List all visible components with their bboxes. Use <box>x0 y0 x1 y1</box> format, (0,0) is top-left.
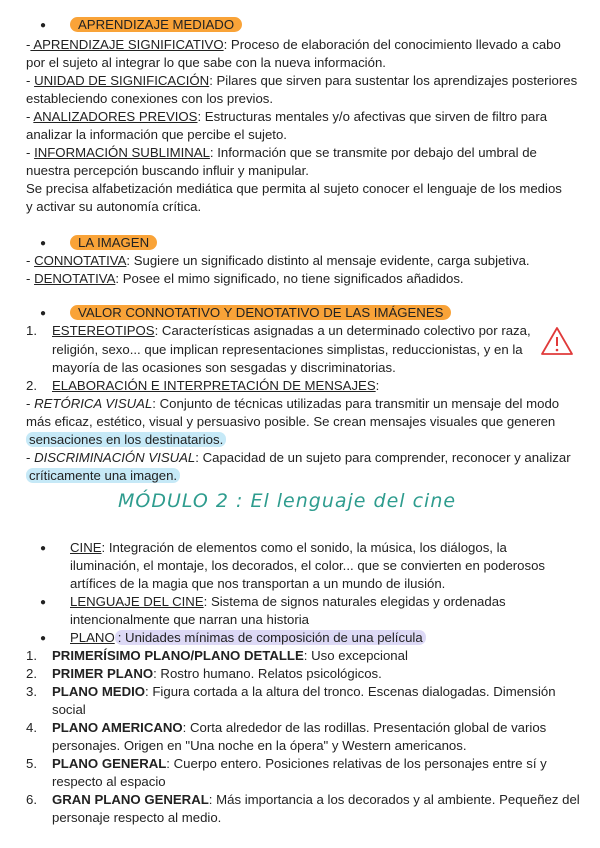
list-item: GRAN PLANO GENERAL: Más importancia a los decorados y al ambiente. Pequeñez del <box>52 792 580 807</box>
text-line: más eficaz, estético, visual y persuasivo posible. Se crean mensajes visuales que generen <box>26 414 556 429</box>
list-item: PLANO GENERAL: Cuerpo entero. Posiciones relativas de los personajes entre sí y <box>52 756 547 771</box>
list-item-cont: respecto al espacio <box>52 774 166 789</box>
list-number: 2. <box>26 378 37 393</box>
list-item: PLANO MEDIO: Figura cortada a la altura del tronco. Escenas dialogadas. Dimensión <box>52 684 556 699</box>
list-number: 6. <box>26 792 37 807</box>
bullet-icon: ● <box>40 597 47 608</box>
section-heading: LA IMAGEN <box>70 234 157 252</box>
text-line: - RETÓRICA VISUAL: Conjunto de técnicas utilizadas para transmitir un mensaje del modo <box>26 396 560 411</box>
bullet-icon: ● <box>40 238 47 249</box>
text-line: por el sujeto al integrar lo que sabe con la nueva información. <box>26 55 386 70</box>
text-line: - DENOTATIVA: Posee el mimo significado, no tiene significados añadidos. <box>26 271 464 286</box>
section-heading: VALOR CONNOTATIVO Y DENOTATIVO DE LAS IMÁGENES <box>70 304 451 322</box>
text-line: LENGUAJE DEL CINE: Sistema de signos naturales elegidas y ordenadas <box>70 594 506 609</box>
list-item: PLANO AMERICANO: Corta alrededor de las rodillas. Presentación global de varios <box>52 720 547 735</box>
text-line: mayoría de las ocasiones son sesgadas y discriminatorias. <box>52 360 396 375</box>
text-line: PLANO : Unidades mínimas de composición de una película <box>70 629 426 647</box>
text-line: religión, sexo... que implican representaciones simplistas, reduccionistas, y en la <box>52 342 523 357</box>
list-item-cont: personajes. Origen en "Una noche en la ópera" y Western americanos. <box>52 738 467 753</box>
warning-triangle-icon <box>540 326 574 356</box>
list-item: PRIMERÍSIMO PLANO/PLANO DETALLE: Uso excepcional <box>52 648 408 663</box>
list-number: 4. <box>26 720 37 735</box>
list-item-cont: personaje respecto al medio. <box>52 810 222 825</box>
text-line: - ANALIZADORES PREVIOS: Estructuras mentales y/o afectivas que sirven de filtro para <box>26 109 548 124</box>
text-line: críticamente una imagen. <box>26 467 180 485</box>
text-line: intencionalmente que narran una historia <box>70 612 309 627</box>
text-line: Se precisa alfabetización mediática que permita al sujeto conocer el lenguaje de los medios <box>26 181 562 196</box>
text-line: - CONNOTATIVA: Sugiere un significado distinto al mensaje evidente, carga subjetiva. <box>26 253 530 268</box>
text-line: - UNIDAD DE SIGNIFICACIÓN: Pilares que sirven para sustentar los aprendizajes posteriores <box>26 73 578 88</box>
section-heading: APRENDIZAJE MEDIADO <box>70 16 242 34</box>
list-number: 5. <box>26 756 37 771</box>
list-number: 1. <box>26 648 37 663</box>
list-number: 3. <box>26 684 37 699</box>
text-line: - DISCRIMINACIÓN VISUAL: Capacidad de un sujeto para comprender, reconocer y analizar <box>26 450 571 465</box>
text-line: artífices de la magia que nos transportan a un mundo de ilusión. <box>70 576 446 591</box>
module-title: MÓDULO 2 : El lenguaje del cine <box>118 490 457 512</box>
text-line: ELABORACIÓN E INTERPRETACIÓN DE MENSAJES: <box>52 378 380 393</box>
text-line: - INFORMACIÓN SUBLIMINAL: Información que se transmite por debajo del umbral de <box>26 145 537 160</box>
bullet-icon: ● <box>40 20 47 31</box>
list-item-cont: social <box>52 702 86 717</box>
bullet-icon: ● <box>40 543 47 554</box>
text-line: sensaciones en los destinatarios. <box>26 431 226 449</box>
text-line: nuestra percepción buscando influir y manipular. <box>26 163 309 178</box>
bullet-icon: ● <box>40 308 47 319</box>
text-line: estableciendo conexiones con los previos. <box>26 91 274 106</box>
text-line: iluminación, el montaje, los decorados, el color... que se convierten en poderosos <box>70 558 546 573</box>
text-line: y activar su autonomía crítica. <box>26 199 202 214</box>
list-number: 2. <box>26 666 37 681</box>
list-item: PRIMER PLANO: Rostro humano. Relatos psicológicos. <box>52 666 382 681</box>
text-line: ESTEREOTIPOS: Características asignadas a un determinado colectivo por raza, <box>52 323 531 338</box>
list-number: 1. <box>26 323 37 338</box>
text-line: CINE: Integración de elementos como el sonido, la música, los diálogos, la <box>70 540 507 555</box>
text-line: analizar la información que percibe el sujeto. <box>26 127 287 142</box>
bullet-icon: ● <box>40 633 47 644</box>
text-line: - APRENDIZAJE SIGNIFICATIVO: Proceso de elaboración del conocimiento llevado a cabo <box>26 37 561 52</box>
